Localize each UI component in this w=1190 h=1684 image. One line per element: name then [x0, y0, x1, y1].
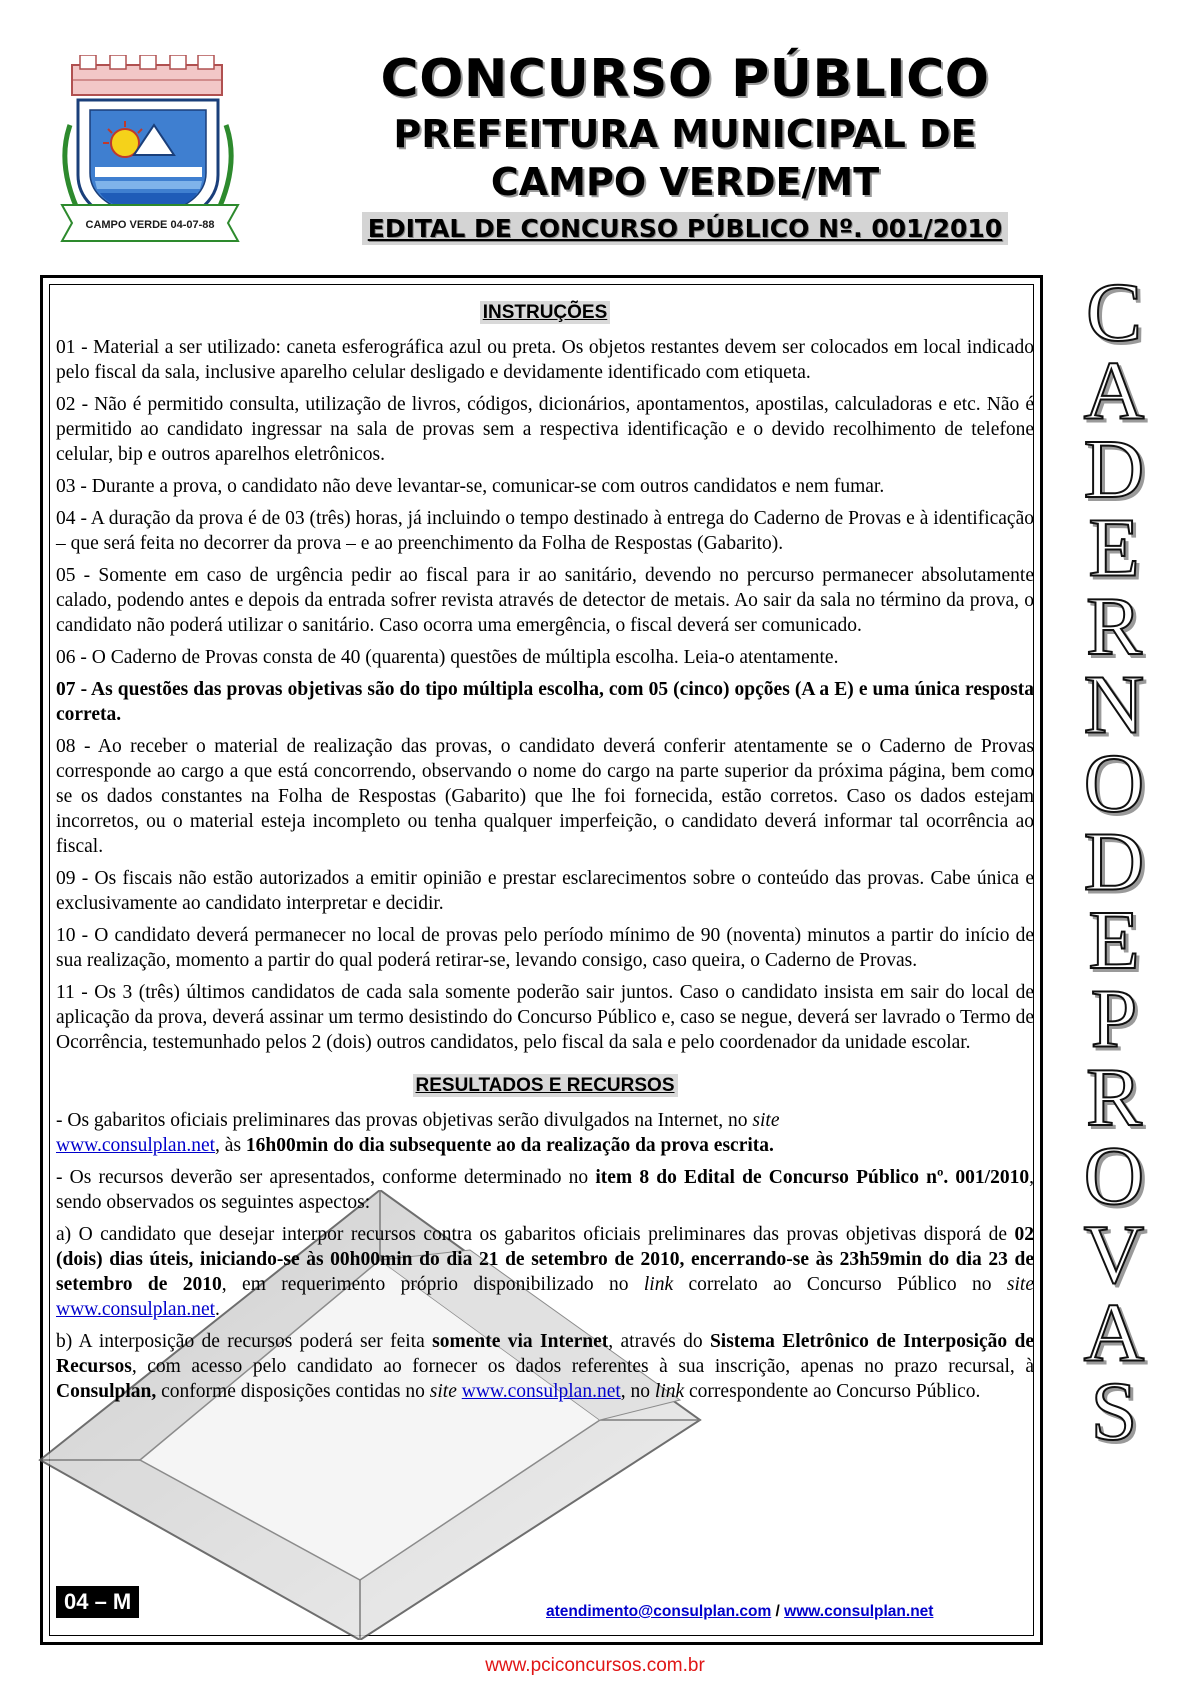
- side-title-caderno-de-provas: [1058, 268, 1180, 1638]
- municipal-emblem: [50, 55, 250, 245]
- instruction-item: 06 - O Caderno de Provas consta de 40 (quarenta) questões de múltipla escolha. Leia-o atentamente.: [56, 647, 839, 668]
- side-title-word-1: C A D E R N O: [1083, 268, 1145, 830]
- instruction-item: 09 - Os fiscais não estão autorizados a emitir opinião e prestar esclarecimentos sobre o conteúdo das provas. Cabe única e exclusivamente ao candidato interpretar e decidir.: [56, 868, 1034, 914]
- results-paragraph-1: - Os gabaritos oficiais preliminares das provas objetivas serão divulgados na Internet, no site www.consulplan.net, às 16h00min do dia subsequente ao da realização da prova escrita.: [56, 1110, 780, 1156]
- document-header: [330, 48, 1040, 245]
- footer-source-url: www.pciconcursos.com.br: [485, 1655, 705, 1676]
- instruction-item: 11 - Os 3 (três) últimos candidatos de cada sala somente poderão sair juntos. Caso o candidato insista em sair do local de aplicação da prova, deverá assinar um termo desistindo do Concurso Público e, caso se negue, deverá ser lavrado o Termo de Ocorrência, testemunhado pelos 2 (dois) outros candidatos, pelo fiscal da sala e pelo coordenador da unidade escolar.: [56, 982, 1034, 1053]
- subtitle-line1: PREFEITURA MUNICIPAL DE: [393, 112, 977, 156]
- side-title-word-3: P R O V A S: [1083, 972, 1145, 1458]
- side-title-word-2: D E: [1083, 815, 1145, 987]
- edital-number: EDITAL DE CONCURSO PÚBLICO Nº. 001/2010: [362, 212, 1008, 245]
- results-paragraph-3: a) O candidato que desejar interpor recursos contra os gabaritos oficiais preliminares das provas objetivas disporá de 02 (dois) dias úteis, iniciando-se às 00h00min do dia 21 de setembro de 2010, encerrando-se às 23h59min do dia 23 de setembro de 2010, em requerimento próprio disponibilizado no link correlato ao Concurso Público no site www.consulplan.net.: [56, 1224, 1034, 1320]
- instruction-item: 10 - O candidato deverá permanecer no local de provas pelo período mínimo de 90 (noventa) minutos a partir do início de sua realização, momento a partir do qual poderá retirar-se, levando consigo, caso queira, o Caderno de Provas.: [56, 925, 1034, 971]
- instruction-item-bold: 07 - As questões das provas objetivas são do tipo múltipla escolha, com 05 (cinco) opções (A a E) e uma única resposta correta.: [56, 679, 1034, 725]
- instruction-item: 02 - Não é permitido consulta, utilização de livros, códigos, dicionários, apontamentos, apostilas, calculadoras e etc. Não é permitido ao candidato ingressar na sala de provas sem a respectiva identificação e o devido recolhimento de telefone celular, bip e outros aparelhos eletrônicos.: [56, 394, 1034, 465]
- instructions-content: [56, 296, 1034, 1411]
- instructions-heading: INSTRUÇÕES: [56, 300, 1034, 325]
- website-link[interactable]: www.consulplan.net: [784, 1603, 934, 1620]
- results-paragraph-2: - Os recursos deverão ser apresentados, conforme determinado no item 8 do Edital de Concurso Público nº. 001/2010, sendo observados os seguintes aspectos:: [56, 1167, 1034, 1213]
- emblem-ribbon-text: CAMPO VERDE 04-07-88: [85, 219, 215, 231]
- booklet-type-tag: 04 – M: [56, 1586, 139, 1618]
- page-title: CONCURSO PÚBLICO: [380, 49, 990, 109]
- instruction-item: 03 - Durante a prova, o candidato não deve levantar-se, comunicar-se com outros candidatos e nem fumar.: [56, 476, 885, 497]
- instruction-item: 08 - Ao receber o material de realização das provas, o candidato deverá conferir atentamente se o Caderno de Provas corresponde ao cargo a que está concorrendo, observando o nome do cargo na parte superior da próxima página, bem como se os dados constantes na Folha de Respostas (Gabarito) que lhe foi fornecida, estão corretos. Caso os dados estejam incorretos, ou o material esteja incompleto ou tenha qualquer imperfeição, o candidato deverá informar tal ocorrência ao fiscal.: [56, 736, 1034, 857]
- instruction-item: 05 - Somente em caso de urgência pedir ao fiscal para ir ao sanitário, devendo no percurso permanecer absolutamente calado, podendo antes e depois da entrada sofrer revista através de detector de metais. Ao sair da sala no término da prova, o candidato não poderá utilizar o sanitário. Caso ocorra uma emergência, o fiscal deverá ser comunicado.: [56, 565, 1034, 636]
- results-paragraph-4: b) A interposição de recursos poderá ser feita somente via Internet, através do Sistema Eletrônico de Interposição de Recursos, com acesso pelo candidato ao fornecer os dados referentes à sua inscrição, apenas no prazo recursal, à Consulplan, conforme disposições contidas no site www.consulplan.net, no link correspondente ao Concurso Público.: [56, 1331, 1035, 1402]
- subtitle-line2: CAMPO VERDE/MT: [490, 160, 880, 204]
- consulplan-link[interactable]: www.consulplan.net: [461, 1381, 621, 1402]
- instruction-item: 04 - A duração da prova é de 03 (três) horas, já incluindo o tempo destinado à entrega do Caderno de Provas e à identificação – que será feita no decorrer da prova – e ao preenchimento da Folha de Respostas (Gabarito).: [56, 508, 1034, 554]
- contact-line: atendimento@consulplan.com / www.consulplan.net: [546, 1603, 934, 1620]
- consulplan-link[interactable]: www.consulplan.net: [56, 1299, 216, 1320]
- consulplan-link[interactable]: www.consulplan.net: [56, 1135, 216, 1156]
- results-heading: RESULTADOS E RECURSOS: [56, 1073, 1034, 1098]
- instruction-item: 01 - Material a ser utilizado: caneta esferográfica azul ou preta. Os objetos restantes devem ser colocados em local indicado pelo fiscal da sala, inclusive aparelho celular desligado e devidamente identificado com etiqueta.: [56, 337, 1034, 383]
- email-link[interactable]: atendimento@consulplan.com: [546, 1603, 772, 1620]
